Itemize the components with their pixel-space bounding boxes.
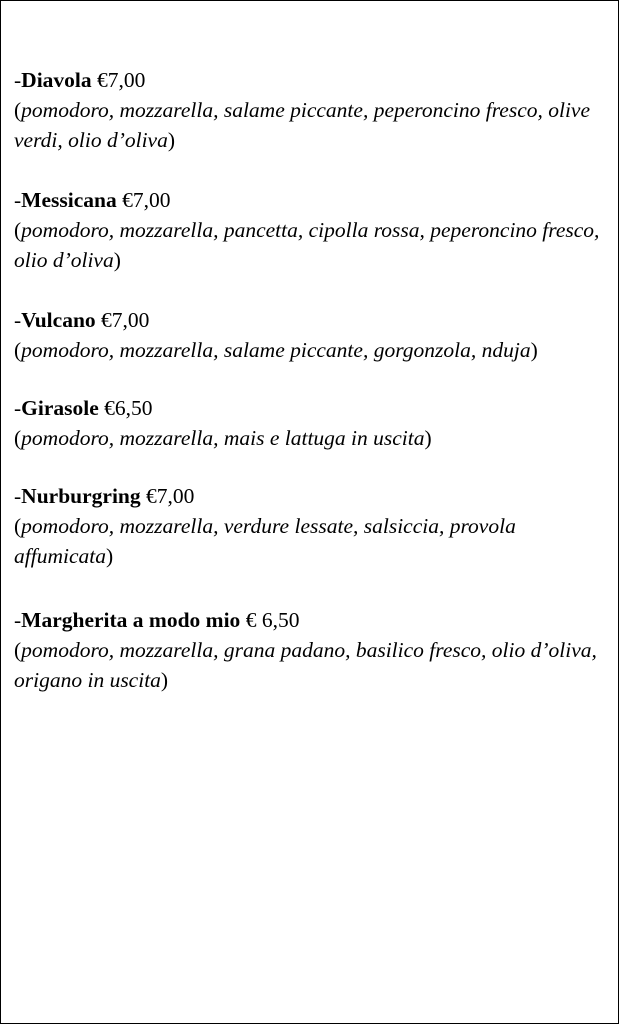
close-paren: ) (424, 426, 432, 450)
open-paren: ( (14, 218, 22, 242)
menu-item-ingredients-line (14, 215, 610, 275)
menu-item-price: €7,00 (95, 308, 150, 332)
menu-item-dash: - (14, 68, 22, 92)
menu-item-name: Messicana (21, 188, 117, 212)
menu-item-nurburgring (14, 481, 610, 571)
menu-item-name: Girasole (21, 396, 99, 420)
menu-item-ingredients: pomodoro, mozzarella, salame piccante, peperoncino fresco, olive verdi, olio d’oliva (14, 98, 591, 152)
menu-item-title (14, 65, 610, 95)
menu-item-girasole (14, 393, 610, 453)
menu-item-ingredients-line (14, 635, 610, 695)
menu-item-ingredients-line (14, 511, 610, 571)
menu-item-ingredients: pomodoro, mozzarella, pancetta, cipolla rossa, peperoncino fresco, olio d’oliva (14, 218, 600, 272)
menu-item-dash: - (14, 188, 22, 212)
menu-item-ingredients-line (14, 423, 610, 453)
menu-item-messicana (14, 185, 610, 275)
open-paren: ( (14, 98, 22, 122)
menu-item-price: € 6,50 (240, 608, 300, 632)
menu-item-dash: - (14, 308, 22, 332)
menu-item-price: €7,00 (116, 188, 171, 212)
menu-item-ingredients-line (14, 95, 610, 155)
menu-item-name: Diavola (21, 68, 92, 92)
open-paren: ( (14, 338, 22, 362)
open-paren: ( (14, 514, 22, 538)
menu-item-price: €6,50 (98, 396, 153, 420)
menu-item-diavola (14, 65, 610, 155)
open-paren: ( (14, 638, 22, 662)
menu-item-price: €7,00 (140, 484, 195, 508)
menu-item-ingredients: pomodoro, mozzarella, salame piccante, gorgonzola, nduja (21, 338, 531, 362)
menu-item-name: Vulcano (21, 308, 96, 332)
menu-item-title (14, 393, 610, 423)
menu-item-title (14, 605, 610, 635)
pizza-menu (14, 65, 610, 695)
menu-item-dash: - (14, 484, 22, 508)
menu-item-name: Margherita a modo mio (21, 608, 241, 632)
menu-item-name: Nurburgring (21, 484, 141, 508)
close-paren: ) (160, 668, 169, 692)
menu-item-ingredients: pomodoro, mozzarella, grana padano, basilico fresco, olio d’oliva, origano in uscita (14, 638, 597, 692)
close-paren: ) (530, 338, 538, 362)
open-paren: ( (14, 426, 22, 450)
menu-item-title (14, 185, 610, 215)
menu-item-ingredients: pomodoro, mozzarella, mais e lattuga in uscita (21, 426, 425, 450)
menu-item-dash: - (14, 608, 22, 632)
menu-item-title (14, 481, 610, 511)
menu-item-title (14, 305, 610, 335)
close-paren: ) (167, 128, 176, 152)
menu-item-vulcano (14, 305, 610, 365)
menu-item-ingredients: pomodoro, mozzarella, verdure lessate, salsiccia, provola affumicata (14, 514, 516, 568)
menu-item-ingredients-line (14, 335, 610, 365)
menu-item-margherita-a-modo-mio (14, 605, 610, 695)
menu-item-price: €7,00 (91, 68, 146, 92)
close-paren: ) (105, 544, 114, 568)
menu-item-dash: - (14, 396, 22, 420)
close-paren: ) (113, 248, 121, 272)
